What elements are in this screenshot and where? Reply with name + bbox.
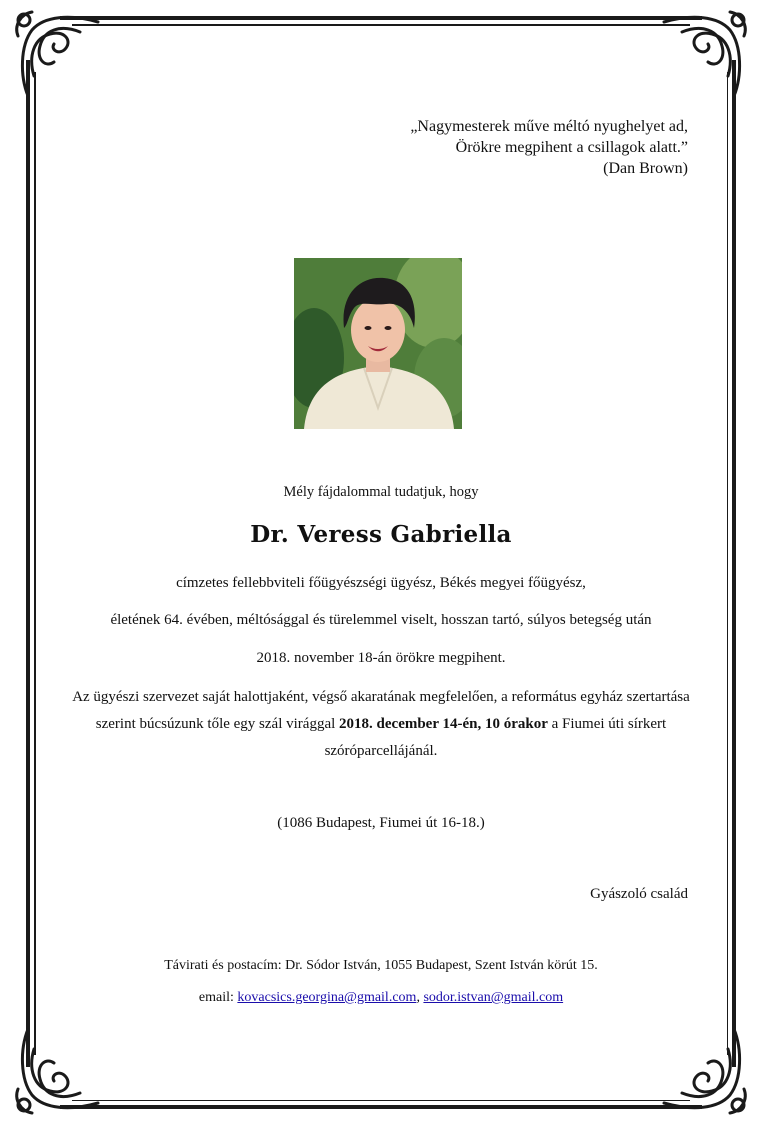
age-line: életének 64. évében, méltósággal és türelemmel viselt, hosszan tartó, súlyos betegség után [110,612,652,628]
quote-line-1: „Nagymesterek műve méltó nyughelyet ad, [410,118,688,135]
funeral-text-part2: a Fiumei úti sírkert szóróparcellájánál. [324,716,667,759]
frame-right-outer [732,60,736,1067]
frame-bottom-outer [60,1105,702,1109]
frame-bottom-inner [72,1100,690,1102]
corner-ornament-top-right [656,6,752,102]
family-signature: Gyászoló család [590,886,688,902]
funeral-text-part1: Az ügyészi szervezet saját halottjaként, végső akaratának megfelelően, a református egyház szertartása szerint búcsúzunk tőle egy szál virággal [72,689,690,732]
corner-ornament-bottom-right [656,1023,752,1119]
email-label: email: [198,990,238,1005]
corner-ornament-top-left [10,6,106,102]
frame-top-inner [72,24,690,26]
email-separator: , [416,990,424,1005]
email-link-sodor[interactable]: sodor.istvan@gmail.com [423,990,564,1005]
corner-ornament-bottom-left [10,1023,106,1119]
cemetery-address: (1086 Budapest, Fiumei út 16-18.) [277,815,485,831]
email-line [40,990,722,1006]
quote-author: (Dan Brown) [603,160,688,177]
email-link-kovacsics[interactable]: kovacsics.georgina@gmail.com [237,990,417,1005]
portrait-photo [294,258,462,429]
postal-address: Távirati és postacím: Dr. Sódor István, 1055 Budapest, Szent István körút 15. [164,958,598,973]
quote-line-2: Örökre megpihent a csillagok alatt.” [455,139,688,156]
death-date-line: 2018. november 18-án örökre megpihent. [256,650,506,666]
intro-text: Mély fájdalommal tudatjuk, hogy [283,484,479,500]
epigraph-quote [410,116,688,179]
frame-top-outer [60,16,702,20]
funeral-date: 2018. december 14-én, 10 órakor [339,716,548,732]
funeral-paragraph [60,684,702,765]
deceased-name: Dr. Veress Gabriella [250,521,512,548]
title-line: címzetes fellebbviteli főügyészségi ügyész, Békés megyei főügyész, [176,575,586,591]
frame-left-inner [34,72,36,1055]
frame-left-outer [26,60,30,1067]
frame-right-inner [727,72,729,1055]
